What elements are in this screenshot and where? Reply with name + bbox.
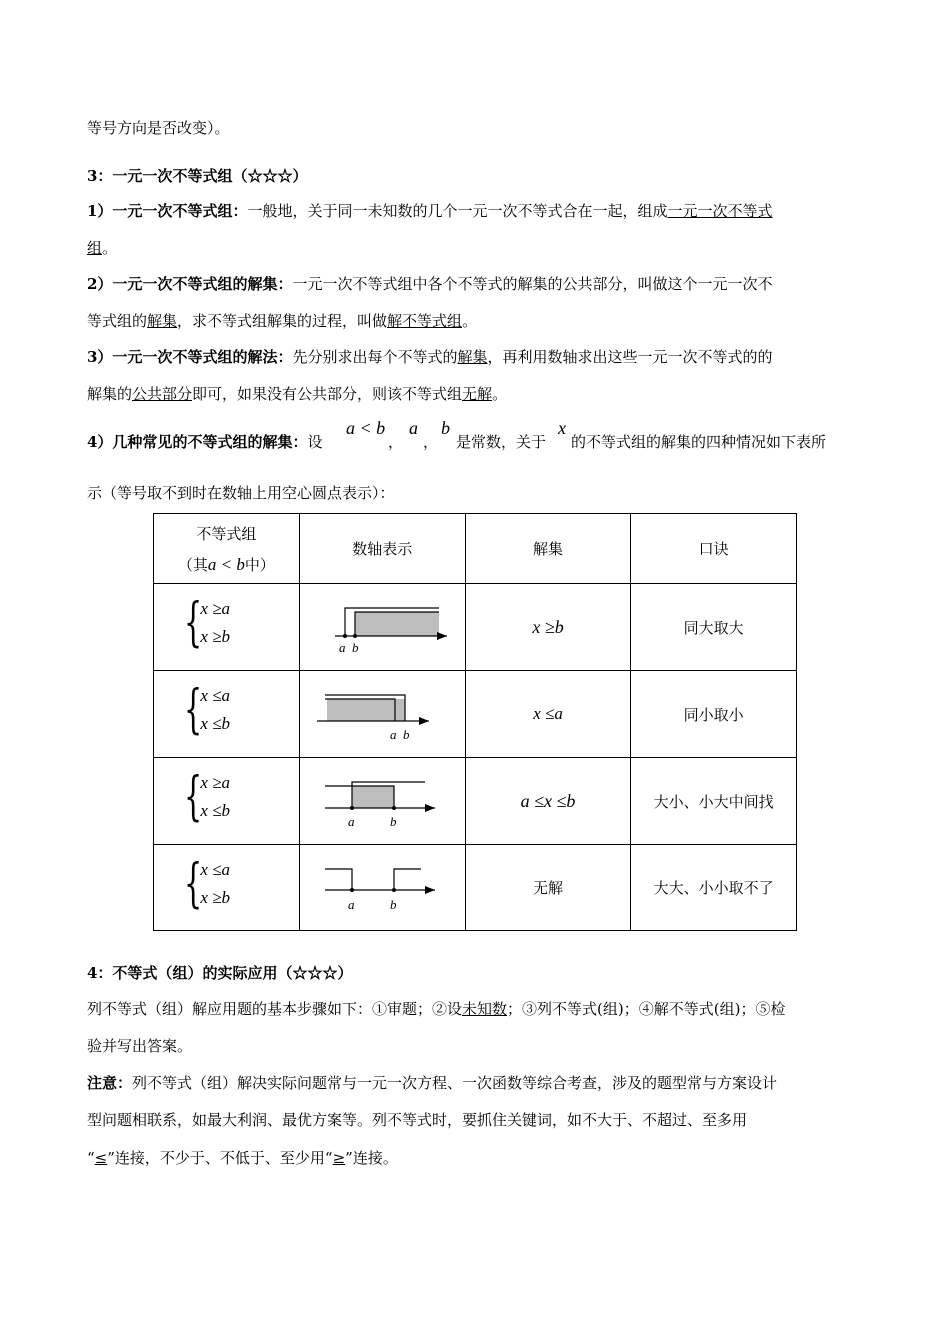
bracket-b — [394, 869, 421, 890]
ineq-1: x ≥a — [200, 773, 231, 792]
var-a: a — [409, 418, 418, 438]
comma-1: ， — [388, 433, 404, 451]
number-line-cell — [299, 671, 465, 758]
section4-title: 4：不等式（组）的实际应用（☆☆☆） — [87, 964, 353, 982]
section3-p4-line2: 示（等号取不到时在数轴上用空心圆点表示）： — [87, 484, 395, 502]
number-line-diagram — [317, 682, 447, 742]
section3-p4-text-b: 的不等式组的解集的四种情况如下表所 — [571, 433, 827, 451]
brace-icon: { — [184, 593, 203, 653]
inequality-table — [153, 513, 797, 931]
number-line-diagram — [317, 856, 447, 916]
inequality-system — [186, 769, 266, 829]
brace-icon: { — [184, 680, 203, 740]
system-cell — [154, 845, 300, 931]
rule-cell: 同小取小 — [631, 671, 797, 758]
point-a — [350, 806, 354, 810]
table-header-row — [154, 514, 797, 584]
number-line-cell — [299, 758, 465, 845]
ineq-1: x ≤a — [200, 686, 231, 705]
comma-2: ， — [423, 433, 439, 451]
header-col3: 解集 — [465, 514, 631, 584]
header-col2: 数轴表示 — [299, 514, 465, 584]
table-row — [154, 671, 797, 758]
label-a: a — [390, 727, 397, 742]
solution-cell: x ≥b — [465, 584, 631, 671]
number-line-diagram — [317, 769, 447, 829]
section4-note: 注意：列不等式（组）解决实际问题常与一元一次方程、一次函数等综合考查，涉及的题型常与方案设计 — [87, 1074, 778, 1092]
point-a — [350, 888, 354, 892]
inequality-system — [184, 853, 266, 916]
rule-cell: 大小、小大中间找 — [631, 758, 797, 845]
solution-cell: a ≤x ≤b — [465, 758, 631, 845]
inequality-system — [186, 595, 266, 655]
number-line-cell — [299, 845, 465, 931]
label-b: b — [352, 640, 359, 655]
section3-p4-text-a: 是常数，关于 — [456, 433, 547, 451]
ineq-2: x ≥b — [200, 627, 231, 646]
point-a — [343, 634, 347, 638]
shaded-region — [327, 699, 405, 721]
rule-cell: 同大取大 — [631, 584, 797, 671]
section3-p3: 3）一元一次不等式组的解法：先分别求出每个不等式的解集，再利用数轴求出这些一元一次不等式的的 — [87, 348, 773, 366]
section3-p3-line2: 解集的公共部分即可，如果没有公共部分，则该不等式组无解。 — [87, 385, 508, 403]
number-line-diagram — [317, 595, 447, 655]
point-b — [392, 888, 396, 892]
section3-title: 3：一元一次不等式组（☆☆☆） — [87, 167, 308, 185]
var-b: b — [441, 418, 450, 438]
arrow-icon — [425, 886, 435, 894]
section4-steps-line2: 验并写出答案。 — [87, 1037, 193, 1055]
header-col1-line1: 不等式组 — [196, 524, 257, 543]
ineq-1: x ≥a — [200, 599, 231, 618]
label-a: a — [348, 896, 355, 912]
point-b — [392, 806, 396, 810]
section3-p1: 1）一元一次不等式组：一般地，关于同一未知数的几个一元一次不等式合在一起，组成一元一次不等式 — [87, 202, 773, 220]
label-a: a — [348, 814, 355, 829]
system-cell — [154, 758, 300, 845]
ineq-1: x ≤a — [200, 859, 231, 879]
intro-continuation: 等号方向是否改变）。 — [87, 119, 230, 137]
number-line-cell — [299, 584, 465, 671]
solution-cell: 无解 — [465, 845, 631, 931]
ineq-2: x ≥b — [200, 887, 231, 907]
label-b: b — [390, 814, 397, 829]
system-cell — [154, 671, 300, 758]
table-row — [154, 584, 797, 671]
inequality-system — [186, 682, 266, 742]
brace-icon: { — [184, 853, 203, 914]
header-col1-line2: （其a < b中） — [177, 554, 275, 574]
point-b — [353, 634, 357, 638]
ineq-2: x ≤b — [200, 714, 231, 733]
label-b: b — [403, 727, 410, 742]
bracket-a — [325, 869, 352, 890]
solution-cell: x ≤a — [465, 671, 631, 758]
label-b: b — [390, 896, 397, 912]
brace-icon: { — [184, 767, 203, 827]
table-row — [154, 845, 797, 931]
shaded-region — [355, 612, 439, 636]
section3-p2: 2）一元一次不等式组的解集：一元一次不等式组中各个不等式的解集的公共部分，叫做这个一元一次不 — [87, 275, 773, 293]
section3-p4: 4）几种常见的不等式组的解集：设 — [87, 433, 323, 451]
ineq-2: x ≤b — [200, 801, 231, 820]
section4-note-line2: 型问题相联系，如最大利润、最优方案等。列不等式时，要抓住关键词，如不大于、不超过、至多用 — [87, 1111, 748, 1129]
cond-a-lt-b: a < b — [346, 418, 386, 438]
section4-note-line3: “≤”连接，不少于、不低于、至少用“≥”连接。 — [87, 1149, 398, 1167]
section3-p2-line2: 等式组的解集，求不等式组解集的过程，叫做解不等式组。 — [87, 312, 478, 330]
arrow-icon — [425, 804, 435, 812]
table-row — [154, 758, 797, 845]
label-a: a — [339, 640, 346, 655]
section4-steps: 列不等式（组）解应用题的基本步骤如下：①审题；②设未知数；③列不等式(组)；④解不等式(组)；⑤检 — [87, 1000, 786, 1018]
header-col4: 口诀 — [631, 514, 797, 584]
var-x: x — [558, 418, 566, 438]
shaded-region — [352, 786, 394, 808]
arrow-icon — [419, 717, 429, 725]
system-cell — [154, 584, 300, 671]
arrow-icon — [437, 632, 447, 640]
section3-p1-line2: 组。 — [87, 239, 118, 257]
header-col1 — [154, 514, 300, 584]
rule-cell: 大大、小小取不了 — [631, 845, 797, 931]
